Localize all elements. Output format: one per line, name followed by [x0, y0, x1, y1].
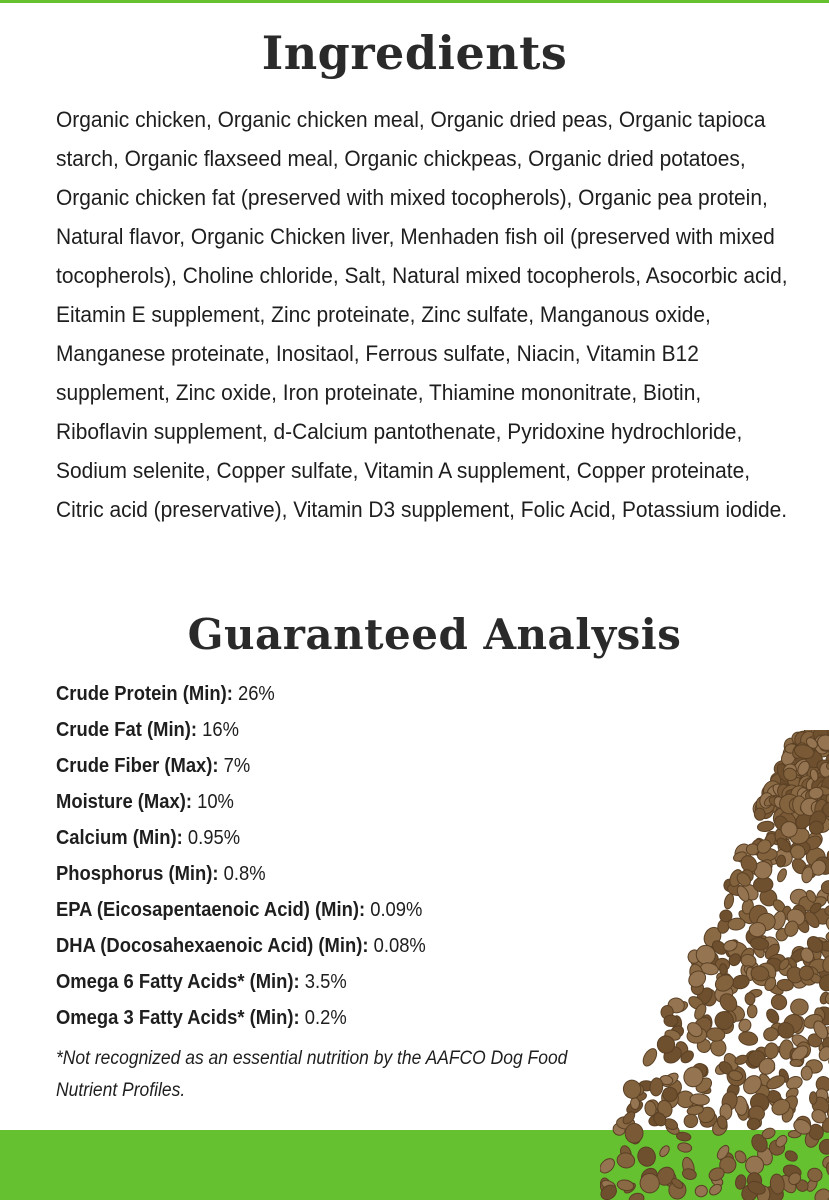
analysis-row: Omega 6 Fatty Acids* (Min): 3.5%: [56, 971, 347, 993]
analysis-row: EPA (Eicosapentaenoic Acid) (Min): 0.09%: [56, 899, 423, 921]
ingredients-list: Organic chicken, Organic chicken meal, Organic dried peas, Organic tapioca starch, Organic flaxseed meal, Organic chickpeas, Organic dried potatoes, Organic chicken fat (preserved with mixed tocopherols), Organic pea protein, Natural flavor, Organic Chicken liver, Menhaden fish oil (preserved with mixed tocopherols), Choline chloride, Salt, Natural mixed tocopherols, Asocorbic acid, Eitamin E supplement, Zinc proteinate, Zinc sulfate, Manganous oxide, Manganese proteinate, Inositaol, Ferrous sulfate, Niacin, Vitamin B12 supplement, Zinc oxide, Iron proteinate, Thiamine mononitrate, Biotin, Riboflavin supplement, d-Calcium pantothenate, Pyridoxine hydrochloride, Sodium selenite, Copper sulfate, Vitamin A supplement, Copper proteinate, Citric acid (preservative), Vitamin D3 supplement, Folic Acid, Potassium iodide.: [56, 107, 788, 522]
analysis-row: Omega 3 Fatty Acids* (Min): 0.2%: [56, 1007, 347, 1029]
kibble-pile-image: [600, 730, 829, 1200]
analysis-list: [56, 676, 458, 1036]
analysis-row: Crude Fat (Min): 16%: [56, 719, 239, 741]
analysis-row: Moisture (Max): 10%: [56, 791, 234, 813]
top-accent-bar: [0, 0, 829, 3]
analysis-row: DHA (Docosahexaenoic Acid) (Min): 0.08%: [56, 935, 426, 957]
analysis-row: Crude Protein (Min): 26%: [56, 683, 275, 705]
aafco-footnote: *Not recognized as an essential nutrition by the AAFCO Dog Food Nutrient Profiles.: [56, 1048, 568, 1101]
analysis-row: Calcium (Min): 0.95%: [56, 827, 241, 849]
analysis-row: Crude Fiber (Max): 7%: [56, 755, 251, 777]
guaranteed-analysis-heading: Guaranteed Analysis: [187, 610, 682, 659]
ingredients-heading: Ingredients: [261, 26, 568, 80]
analysis-row: Phosphorus (Min): 0.8%: [56, 863, 266, 885]
